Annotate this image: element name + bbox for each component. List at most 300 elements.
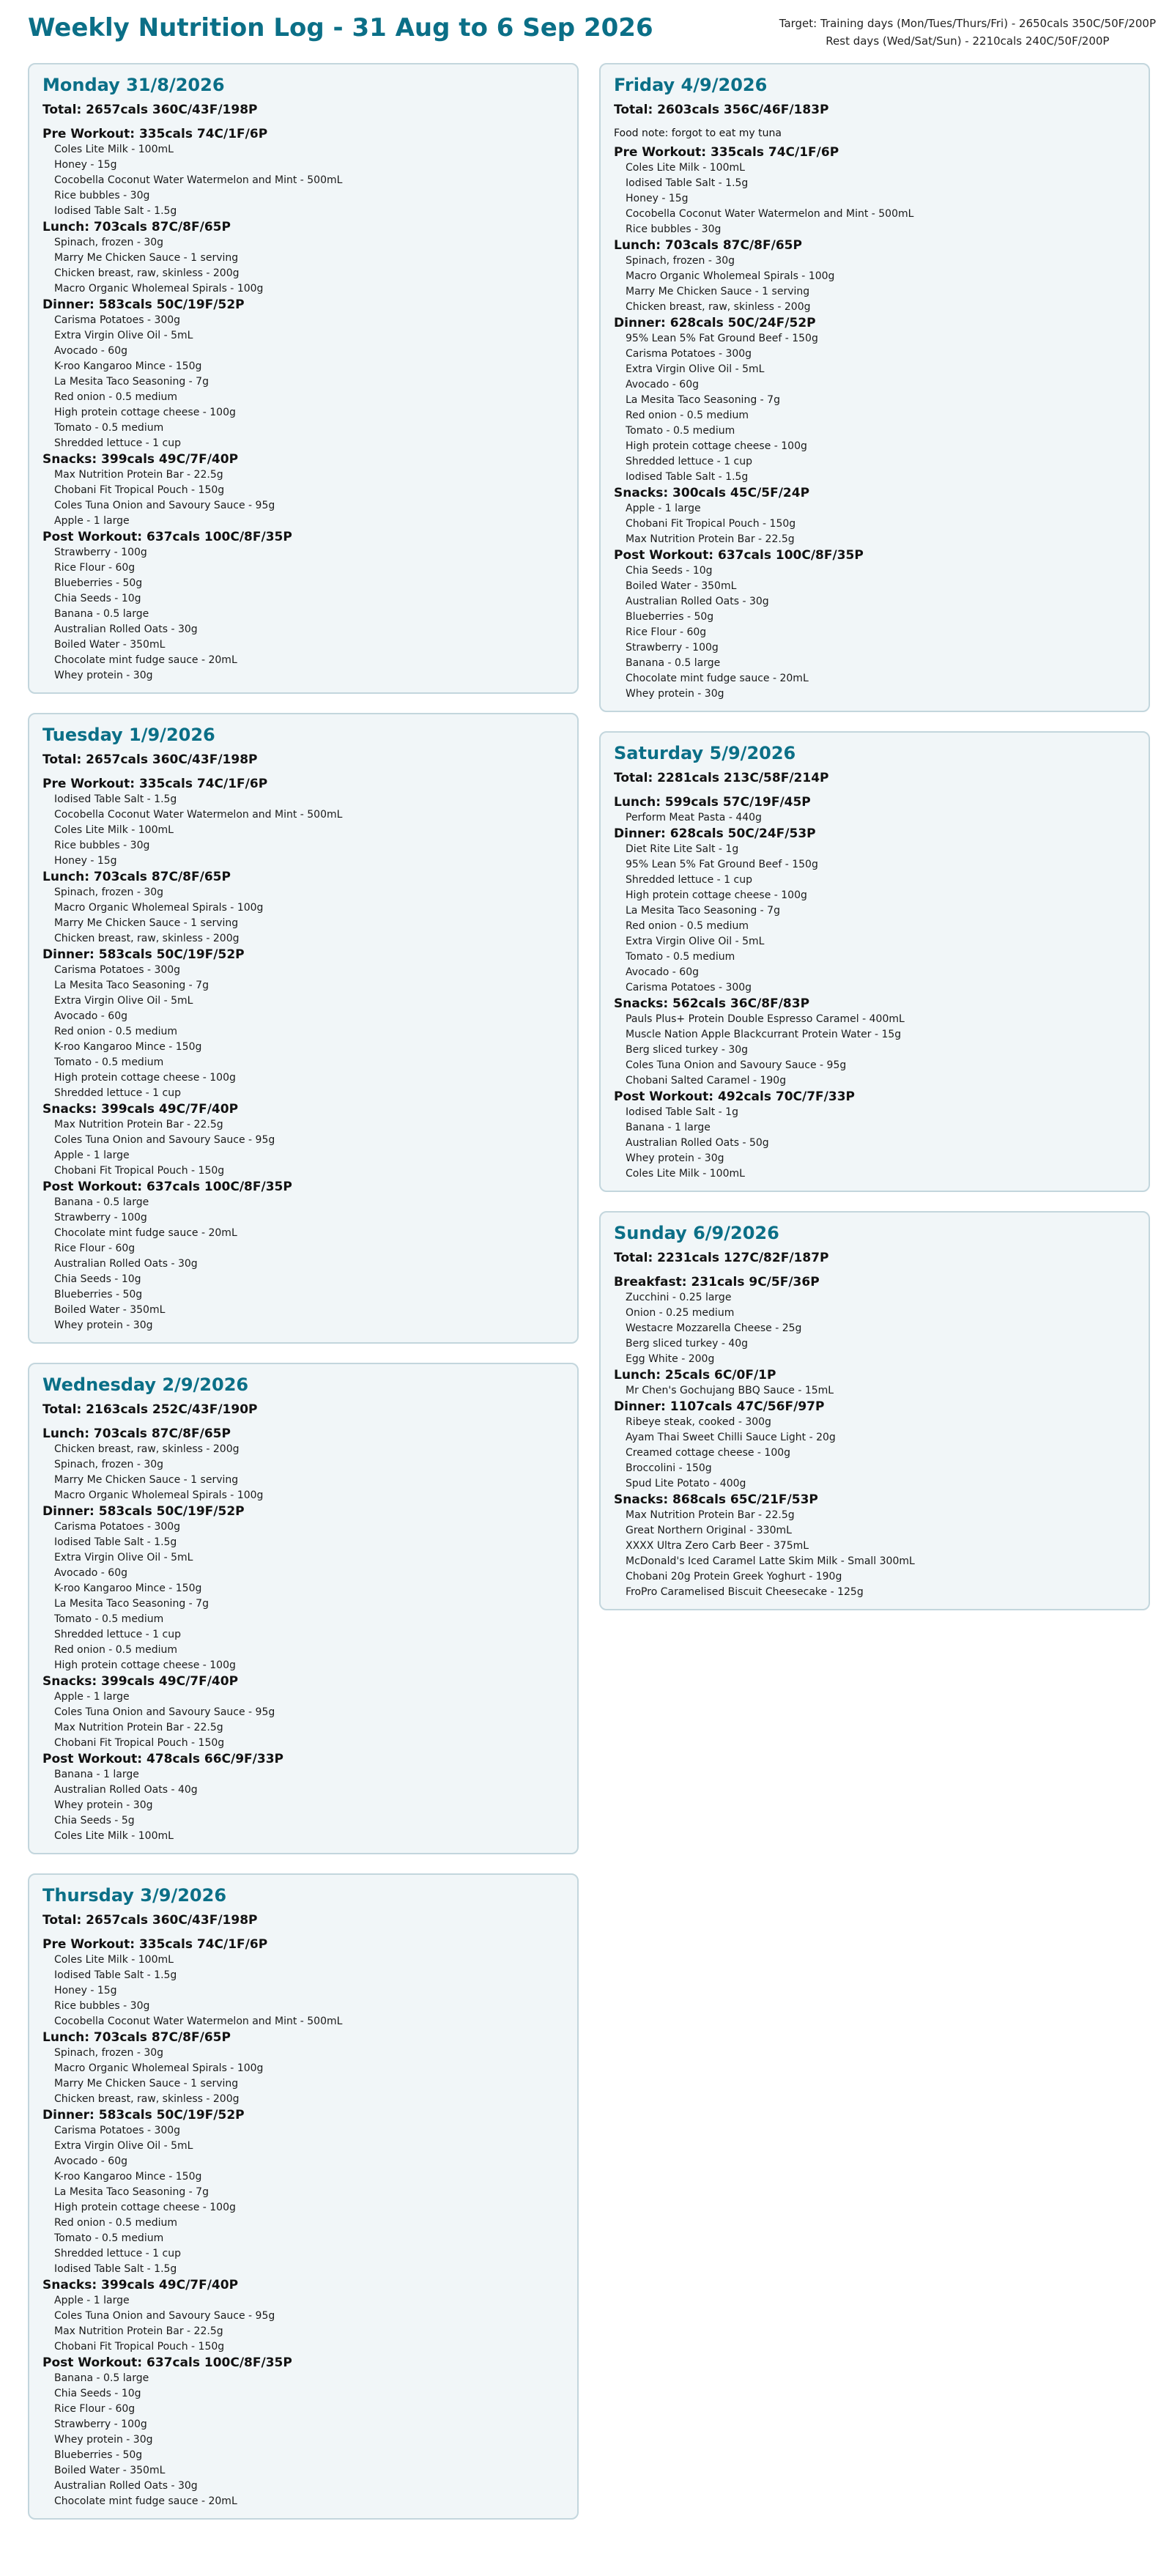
meal-item-list	[626, 253, 1135, 315]
meal-item: Coles Lite Milk - 100mL	[54, 824, 174, 836]
meal-item: Carisma Potatoes - 300g	[54, 314, 181, 326]
meal-section	[42, 126, 564, 219]
meal-item: Coles Tuna Onion and Savoury Sauce - 95g	[54, 1134, 275, 1146]
meal-item: Broccolini - 150g	[626, 1462, 712, 1474]
day-card	[599, 1211, 1150, 1610]
meal-item-list	[626, 1415, 1135, 1492]
meal-item: Apple - 1 large	[626, 503, 701, 514]
meal-item-list	[626, 160, 1135, 237]
meal-item: Cocobella Coconut Water Watermelon and Mint - 500mL	[54, 174, 343, 186]
meal-item: Creamed cottage cheese - 100g	[626, 1447, 791, 1459]
meal-item: Red onion - 0.5 medium	[54, 391, 178, 403]
meal-item: Australian Rolled Oats - 40g	[54, 1784, 198, 1796]
meal-item: Max Nutrition Protein Bar - 22.5g	[54, 1722, 223, 1733]
meal-item: Iodised Table Salt - 1.5g	[54, 1969, 177, 1981]
meal-item: Boiled Water - 350mL	[54, 639, 166, 651]
meal-item: Strawberry - 100g	[626, 642, 719, 654]
meal-item-list	[54, 885, 564, 947]
meal-item-list	[54, 792, 564, 869]
meal-item: Marry Me Chicken Sauce - 1 serving	[54, 252, 239, 264]
page-header	[28, 12, 1156, 56]
meal-item: K-roo Kangaroo Mince - 150g	[54, 1041, 202, 1053]
meal-item-list	[626, 1508, 1135, 1600]
meal-item: Chobani Fit Tropical Pouch - 150g	[54, 2341, 225, 2353]
meal-item: Red onion - 0.5 medium	[54, 2217, 178, 2229]
meal-item: Berg sliced turkey - 40g	[626, 1338, 749, 1350]
meal-item: Australian Rolled Oats - 30g	[54, 2480, 198, 2492]
meal-item: Boiled Water - 350mL	[54, 2465, 166, 2476]
meal-header: Post Workout: 492cals 70C/7F/33P	[614, 1089, 855, 1104]
meal-item: Tomato - 0.5 medium	[54, 1056, 164, 1068]
day-title: Tuesday 1/9/2026	[42, 725, 215, 745]
meal-item: Tomato - 0.5 medium	[626, 951, 735, 963]
meal-item: Tomato - 0.5 medium	[626, 425, 735, 437]
calorie-targets	[779, 15, 1156, 50]
meal-item: Zucchini - 0.25 large	[626, 1292, 732, 1303]
training-day-target: Target: Training days (Mon/Tues/Thurs/Fri) - 2650cals 350C/50F/200P	[779, 17, 1156, 30]
meal-item: Avocado - 60g	[54, 1567, 127, 1579]
meal-item: Banana - 0.5 large	[54, 1196, 149, 1208]
meal-item: Rice bubbles - 30g	[54, 2000, 150, 2012]
meal-header: Dinner: 583cals 50C/19F/52P	[42, 297, 245, 312]
meal-section	[614, 1492, 1135, 1600]
meal-item: Honey - 15g	[54, 159, 117, 171]
meal-item: Chocolate mint fudge sauce - 20mL	[54, 1227, 237, 1239]
meal-header: Post Workout: 637cals 100C/8F/35P	[42, 530, 292, 544]
meal-item: Rice Flour - 60g	[54, 1243, 136, 1254]
meal-item: K-roo Kangaroo Mince - 150g	[54, 2171, 202, 2183]
meal-item: Carisma Potatoes - 300g	[54, 1521, 181, 1533]
day-card	[28, 1873, 579, 2520]
meal-item: Red onion - 0.5 medium	[54, 1026, 178, 1037]
meal-item: Pauls Plus+ Protein Double Espresso Caramel - 400mL	[626, 1013, 905, 1025]
meal-section	[614, 826, 1135, 996]
meal-item-list	[54, 313, 564, 451]
meal-item: Coles Tuna Onion and Savoury Sauce - 95g	[54, 500, 275, 511]
meal-item: Chobani Fit Tropical Pouch - 150g	[54, 484, 225, 496]
meal-section	[42, 297, 564, 451]
right-column	[599, 63, 1150, 1629]
day-total: Total: 2163cals 252C/43F/190P	[42, 1402, 258, 1417]
meal-header: Pre Workout: 335cals 74C/1F/6P	[42, 1937, 268, 1952]
meal-item: Coles Lite Milk - 100mL	[54, 144, 174, 155]
day-title: Friday 4/9/2026	[614, 75, 768, 95]
meal-header: Lunch: 599cals 57C/19F/45P	[614, 795, 811, 810]
meal-item: Strawberry - 100g	[54, 547, 147, 558]
meal-item: High protein cottage cheese - 100g	[54, 1659, 236, 1671]
day-card	[599, 731, 1150, 1192]
meal-item: Chicken breast, raw, skinless - 200g	[54, 267, 240, 279]
meal-item: Ribeye steak, cooked - 300g	[626, 1416, 771, 1428]
meal-item: Chia Seeds - 10g	[54, 593, 141, 604]
meal-item: Coles Lite Milk - 100mL	[54, 1830, 174, 1842]
meal-item: Spinach, frozen - 30g	[54, 1459, 164, 1470]
meal-item-list	[54, 235, 564, 297]
meal-section	[42, 2107, 564, 2277]
meal-item: La Mesita Taco Seasoning - 7g	[54, 376, 209, 388]
meal-item-list	[626, 842, 1135, 996]
meal-item-list	[54, 1442, 564, 1503]
meal-item: Chicken breast, raw, skinless - 200g	[54, 2093, 240, 2105]
meal-item: Mr Chen's Gochujang BBQ Sauce - 15mL	[626, 1385, 834, 1396]
meal-item: Coles Lite Milk - 100mL	[54, 1954, 174, 1966]
meal-item: Extra Virgin Olive Oil - 5mL	[54, 1552, 193, 1563]
meal-item: Avocado - 60g	[626, 379, 699, 391]
meal-section	[614, 144, 1135, 237]
meal-section	[614, 237, 1135, 315]
meal-item-list	[54, 2046, 564, 2107]
meal-item: Chocolate mint fudge sauce - 20mL	[626, 673, 809, 684]
meal-item: Macro Organic Wholemeal Spirals - 100g	[54, 2062, 264, 2074]
meal-item: Chicken breast, raw, skinless - 200g	[54, 933, 240, 944]
meal-item: Extra Virgin Olive Oil - 5mL	[54, 995, 193, 1007]
meal-item: Apple - 1 large	[54, 1691, 130, 1703]
meal-header: Lunch: 703cals 87C/8F/65P	[614, 238, 802, 253]
meal-item: Avocado - 60g	[54, 1010, 127, 1022]
meal-item: Apple - 1 large	[54, 1150, 130, 1161]
food-note: Food note: forgot to eat my tuna	[614, 127, 782, 139]
meal-item: High protein cottage cheese - 100g	[626, 440, 807, 452]
day-card	[28, 63, 579, 694]
meal-item: Iodised Table Salt - 1g	[626, 1106, 738, 1118]
meal-section	[42, 1101, 564, 1179]
meal-item: Carisma Potatoes - 300g	[54, 2125, 181, 2136]
meal-item: Marry Me Chicken Sauce - 1 serving	[626, 286, 810, 297]
meal-item: Boiled Water - 350mL	[54, 1304, 166, 1316]
meal-item: Cocobella Coconut Water Watermelon and Mint - 500mL	[54, 2016, 343, 2027]
meal-item: Banana - 1 large	[626, 1122, 711, 1133]
meal-item: Tomato - 0.5 medium	[54, 422, 164, 434]
meal-section	[614, 485, 1135, 547]
meal-item: Perform Meat Pasta - 440g	[626, 812, 762, 823]
day-title: Thursday 3/9/2026	[42, 1885, 227, 1906]
meal-item: Chia Seeds - 10g	[626, 565, 713, 577]
meal-item: Chia Seeds - 5g	[54, 1815, 135, 1826]
meal-section	[42, 2277, 564, 2355]
meal-item: Westacre Mozzarella Cheese - 25g	[626, 1322, 802, 1334]
meal-item: Chia Seeds - 10g	[54, 1273, 141, 1285]
meal-header: Pre Workout: 335cals 74C/1F/6P	[614, 145, 839, 160]
meal-item: Max Nutrition Protein Bar - 22.5g	[626, 1509, 795, 1521]
meal-item: Shredded lettuce - 1 cup	[54, 1087, 181, 1099]
meal-item: Apple - 1 large	[54, 515, 130, 527]
meal-section	[614, 1274, 1135, 1367]
meal-header: Snacks: 399cals 49C/7F/40P	[42, 452, 239, 467]
day-card	[28, 713, 579, 1344]
meal-item: Red onion - 0.5 medium	[626, 920, 749, 932]
meal-item: Red onion - 0.5 medium	[626, 410, 749, 421]
meal-item: Iodised Table Salt - 1.5g	[54, 1536, 177, 1548]
meal-item: Blueberries - 50g	[54, 1289, 143, 1300]
meal-item: Avocado - 60g	[54, 2155, 127, 2167]
meal-item: Extra Virgin Olive Oil - 5mL	[626, 936, 765, 947]
meal-item: Egg White - 200g	[626, 1353, 715, 1365]
meal-item: Max Nutrition Protein Bar - 22.5g	[54, 2325, 223, 2337]
meal-item: McDonald's Iced Caramel Latte Skim Milk - Small 300mL	[626, 1555, 915, 1567]
meal-item: K-roo Kangaroo Mince - 150g	[54, 360, 202, 372]
meal-item: Chobani Fit Tropical Pouch - 150g	[54, 1165, 225, 1177]
meal-item: K-roo Kangaroo Mince - 150g	[54, 1583, 202, 1594]
meal-item-list	[54, 1689, 564, 1751]
meal-item: Rice bubbles - 30g	[54, 190, 150, 201]
meal-item: Australian Rolled Oats - 30g	[626, 596, 769, 607]
meal-item-list	[626, 563, 1135, 702]
page-title: Weekly Nutrition Log - 31 Aug to 6 Sep 2026	[28, 13, 653, 42]
meal-item: XXXX Ultra Zero Carb Beer - 375mL	[626, 1540, 809, 1552]
meal-item: Whey protein - 30g	[626, 688, 724, 700]
meal-item: Australian Rolled Oats - 50g	[626, 1137, 769, 1149]
meal-item: La Mesita Taco Seasoning - 7g	[54, 2186, 209, 2198]
meal-header: Dinner: 583cals 50C/19F/52P	[42, 947, 245, 962]
meal-item-list	[54, 1767, 564, 1844]
meal-item: Shredded lettuce - 1 cup	[54, 2248, 181, 2259]
meal-header: Lunch: 703cals 87C/8F/65P	[42, 1426, 231, 1441]
meal-item: Carisma Potatoes - 300g	[626, 348, 752, 360]
meal-header: Snacks: 300cals 45C/5F/24P	[614, 486, 810, 500]
meal-item: Rice bubbles - 30g	[626, 223, 722, 235]
meal-item: Shredded lettuce - 1 cup	[54, 1629, 181, 1640]
meal-item-list	[54, 2293, 564, 2355]
meal-item: Coles Lite Milk - 100mL	[626, 1168, 745, 1180]
meal-item: Tomato - 0.5 medium	[54, 1613, 164, 1625]
meal-item: Chocolate mint fudge sauce - 20mL	[54, 654, 237, 666]
meal-item: Shredded lettuce - 1 cup	[626, 456, 752, 467]
day-total: Total: 2231cals 127C/82F/187P	[614, 1251, 829, 1265]
meal-item: Ayam Thai Sweet Chilli Sauce Light - 20g	[626, 1432, 836, 1443]
meal-item: Chobani Fit Tropical Pouch - 150g	[626, 518, 796, 530]
meal-item: Marry Me Chicken Sauce - 1 serving	[54, 1474, 239, 1486]
meal-item: Blueberries - 50g	[626, 611, 714, 623]
meal-item: Onion - 0.25 medium	[626, 1307, 735, 1319]
meal-section	[42, 869, 564, 947]
day-total: Total: 2281cals 213C/58F/214P	[614, 771, 829, 785]
meal-item: Tomato - 0.5 medium	[54, 2232, 164, 2244]
meal-item: Avocado - 60g	[626, 966, 699, 978]
meal-item: 95% Lean 5% Fat Ground Beef - 150g	[626, 333, 818, 344]
meal-item: Banana - 0.5 large	[626, 657, 721, 669]
meal-item: Chocolate mint fudge sauce - 20mL	[54, 2495, 237, 2507]
meal-header: Lunch: 703cals 87C/8F/65P	[42, 2030, 231, 2045]
meal-header: Snacks: 562cals 36C/8F/83P	[614, 996, 810, 1011]
meal-item-list	[54, 963, 564, 1101]
meal-item: Coles Tuna Onion and Savoury Sauce - 95g	[626, 1059, 847, 1071]
meal-item: Honey - 15g	[626, 193, 689, 204]
meal-section	[614, 315, 1135, 485]
meal-item: Rice Flour - 60g	[626, 626, 707, 638]
meal-header: Snacks: 399cals 49C/7F/40P	[42, 2278, 239, 2292]
meal-item: Spinach, frozen - 30g	[54, 887, 164, 898]
meal-item: Whey protein - 30g	[54, 1320, 153, 1331]
meal-section	[42, 529, 564, 684]
meal-item: La Mesita Taco Seasoning - 7g	[54, 1598, 209, 1610]
meal-header: Breakfast: 231cals 9C/5F/36P	[614, 1275, 820, 1289]
left-column	[28, 63, 579, 2539]
meal-item: Iodised Table Salt - 1.5g	[54, 205, 177, 217]
day-total: Total: 2657cals 360C/43F/198P	[42, 1913, 258, 1928]
meal-item: Cocobella Coconut Water Watermelon and Mint - 500mL	[626, 208, 914, 220]
meal-section	[42, 947, 564, 1101]
meal-item-list	[626, 1105, 1135, 1182]
meal-section	[42, 219, 564, 297]
meal-section	[42, 2355, 564, 2509]
meal-section	[42, 1503, 564, 1673]
meal-header: Lunch: 703cals 87C/8F/65P	[42, 220, 231, 234]
meal-item: Banana - 1 large	[54, 1769, 139, 1780]
meal-item: Whey protein - 30g	[54, 2434, 153, 2446]
meal-item: Banana - 0.5 large	[54, 608, 149, 620]
meal-item: Macro Organic Wholemeal Spirals - 100g	[626, 270, 835, 282]
meal-item: Avocado - 60g	[54, 345, 127, 357]
meal-item: Whey protein - 30g	[54, 1799, 153, 1811]
meal-item: Iodised Table Salt - 1.5g	[626, 177, 749, 189]
meal-item: Great Northern Original - 330mL	[626, 1525, 792, 1536]
meal-item-list	[54, 1520, 564, 1673]
meal-item: Muscle Nation Apple Blackcurrant Protein Water - 15g	[626, 1029, 902, 1040]
meal-item: Marry Me Chicken Sauce - 1 serving	[54, 2078, 239, 2090]
day-title: Saturday 5/9/2026	[614, 743, 796, 763]
meal-item: Shredded lettuce - 1 cup	[54, 437, 181, 449]
meal-item: Max Nutrition Protein Bar - 22.5g	[54, 1119, 223, 1130]
meal-header: Lunch: 703cals 87C/8F/65P	[42, 870, 231, 884]
meal-item-list	[626, 1012, 1135, 1089]
meal-item: High protein cottage cheese - 100g	[54, 407, 236, 418]
meal-item: Chobani Fit Tropical Pouch - 150g	[54, 1737, 225, 1749]
meal-section	[42, 1179, 564, 1333]
meal-item: Rice bubbles - 30g	[54, 840, 150, 851]
meal-item: 95% Lean 5% Fat Ground Beef - 150g	[626, 859, 818, 870]
meal-item: Berg sliced turkey - 30g	[626, 1044, 749, 1056]
meal-header: Snacks: 868cals 65C/21F/53P	[614, 1492, 818, 1507]
meal-header: Lunch: 25cals 6C/0F/1P	[614, 1368, 776, 1383]
meal-item: Max Nutrition Protein Bar - 22.5g	[626, 533, 795, 545]
meal-header: Dinner: 628cals 50C/24F/52P	[614, 316, 816, 330]
day-card	[599, 63, 1150, 712]
meal-item-list	[54, 1953, 564, 2029]
meal-item: Macro Organic Wholemeal Spirals - 100g	[54, 283, 264, 295]
meal-item: La Mesita Taco Seasoning - 7g	[626, 394, 780, 406]
meal-item: Spinach, frozen - 30g	[54, 2047, 164, 2059]
meal-item: Chobani 20g Protein Greek Yoghurt - 190g	[626, 1571, 842, 1583]
meal-item: Iodised Table Salt - 1.5g	[54, 793, 177, 805]
meal-item: Cocobella Coconut Water Watermelon and Mint - 500mL	[54, 809, 343, 821]
meal-item: Rice Flour - 60g	[54, 2403, 136, 2415]
meal-section	[42, 1936, 564, 2029]
meal-item-list	[54, 2123, 564, 2277]
meal-item: Macro Organic Wholemeal Spirals - 100g	[54, 902, 264, 914]
meal-section	[42, 451, 564, 529]
meal-item: Red onion - 0.5 medium	[54, 1644, 178, 1656]
meal-item-list	[54, 545, 564, 684]
meal-item: Spud Lite Potato - 400g	[626, 1478, 746, 1489]
meal-item: Coles Tuna Onion and Savoury Sauce - 95g	[54, 1706, 275, 1718]
day-card	[28, 1363, 579, 1854]
meal-item-list	[626, 501, 1135, 547]
day-total: Total: 2603cals 356C/46F/183P	[614, 103, 829, 117]
meal-item: Rice Flour - 60g	[54, 562, 136, 574]
meal-header: Snacks: 399cals 49C/7F/40P	[42, 1674, 239, 1689]
meal-item: Australian Rolled Oats - 30g	[54, 623, 198, 635]
meal-header: Post Workout: 637cals 100C/8F/35P	[42, 1180, 292, 1194]
meal-item: Chia Seeds - 10g	[54, 2388, 141, 2399]
meal-item: Chicken breast, raw, skinless - 200g	[54, 1443, 240, 1455]
meal-item-list	[54, 2371, 564, 2509]
day-title: Wednesday 2/9/2026	[42, 1374, 249, 1395]
day-title: Sunday 6/9/2026	[614, 1223, 779, 1243]
meal-section	[42, 1426, 564, 1503]
day-total: Total: 2657cals 360C/43F/198P	[42, 103, 258, 117]
meal-item: Macro Organic Wholemeal Spirals - 100g	[54, 1489, 264, 1501]
meal-item: La Mesita Taco Seasoning - 7g	[626, 905, 780, 917]
meal-item: Honey - 15g	[54, 855, 117, 867]
meal-item: High protein cottage cheese - 100g	[54, 1072, 236, 1084]
meal-header: Post Workout: 478cals 66C/9F/33P	[42, 1752, 283, 1766]
meal-item-list	[54, 142, 564, 219]
meal-item: Shredded lettuce - 1 cup	[626, 874, 752, 886]
meal-item: Blueberries - 50g	[54, 577, 143, 589]
meal-item: Boiled Water - 350mL	[626, 580, 737, 592]
meal-item: Extra Virgin Olive Oil - 5mL	[626, 363, 765, 375]
meal-item: Iodised Table Salt - 1.5g	[626, 471, 749, 483]
meal-header: Dinner: 1107cals 47C/56F/97P	[614, 1399, 825, 1414]
meal-item: Max Nutrition Protein Bar - 22.5g	[54, 469, 223, 481]
meal-item: Spinach, frozen - 30g	[626, 255, 735, 267]
meal-item: Iodised Table Salt - 1.5g	[54, 2263, 177, 2275]
meal-item-list	[54, 1117, 564, 1179]
meal-item-list	[626, 331, 1135, 485]
meal-item: Whey protein - 30g	[54, 670, 153, 681]
meal-section	[42, 2029, 564, 2107]
meal-item: Chobani Salted Caramel - 190g	[626, 1075, 787, 1087]
day-title: Monday 31/8/2026	[42, 75, 225, 95]
meal-item-list	[626, 1290, 1135, 1367]
meal-section	[614, 794, 1135, 826]
meal-item: Strawberry - 100g	[54, 1212, 147, 1224]
meal-item: Whey protein - 30g	[626, 1152, 724, 1164]
meal-item-list	[54, 1195, 564, 1333]
meal-item: FroPro Caramelised Biscuit Cheesecake - 125g	[626, 1586, 864, 1598]
meal-section	[614, 547, 1135, 702]
day-total: Total: 2657cals 360C/43F/198P	[42, 752, 258, 767]
meal-item: Banana - 0.5 large	[54, 2372, 149, 2384]
meal-item: Australian Rolled Oats - 30g	[54, 1258, 198, 1270]
meal-section	[614, 1089, 1135, 1182]
meal-header: Dinner: 583cals 50C/19F/52P	[42, 2108, 245, 2122]
meal-section	[42, 1673, 564, 1751]
meal-item: Carisma Potatoes - 300g	[54, 964, 181, 976]
meal-header: Post Workout: 637cals 100C/8F/35P	[614, 548, 864, 563]
meal-item: Strawberry - 100g	[54, 2418, 147, 2430]
meal-item: Apple - 1 large	[54, 2295, 130, 2306]
meal-section	[614, 1399, 1135, 1492]
meal-section	[42, 776, 564, 869]
meal-item: Diet Rite Lite Salt - 1g	[626, 843, 739, 855]
rest-day-target: Rest days (Wed/Sat/Sun) - 2210cals 240C/50F/200P	[826, 34, 1110, 48]
meal-header: Snacks: 399cals 49C/7F/40P	[42, 1102, 239, 1117]
meal-item: High protein cottage cheese - 100g	[626, 889, 807, 901]
meal-header: Dinner: 583cals 50C/19F/52P	[42, 1504, 245, 1519]
meal-item-list	[626, 810, 1135, 826]
meal-header: Pre Workout: 335cals 74C/1F/6P	[42, 127, 268, 141]
meal-item: Marry Me Chicken Sauce - 1 serving	[54, 917, 239, 929]
meal-item: Coles Tuna Onion and Savoury Sauce - 95g	[54, 2310, 275, 2322]
meal-item: Spinach, frozen - 30g	[54, 237, 164, 248]
meal-section	[614, 1367, 1135, 1399]
meal-header: Dinner: 628cals 50C/24F/53P	[614, 826, 816, 841]
meal-item-list	[54, 467, 564, 529]
meal-header: Pre Workout: 335cals 74C/1F/6P	[42, 777, 268, 791]
meal-item: Coles Lite Milk - 100mL	[626, 162, 745, 174]
meal-item: La Mesita Taco Seasoning - 7g	[54, 980, 209, 991]
